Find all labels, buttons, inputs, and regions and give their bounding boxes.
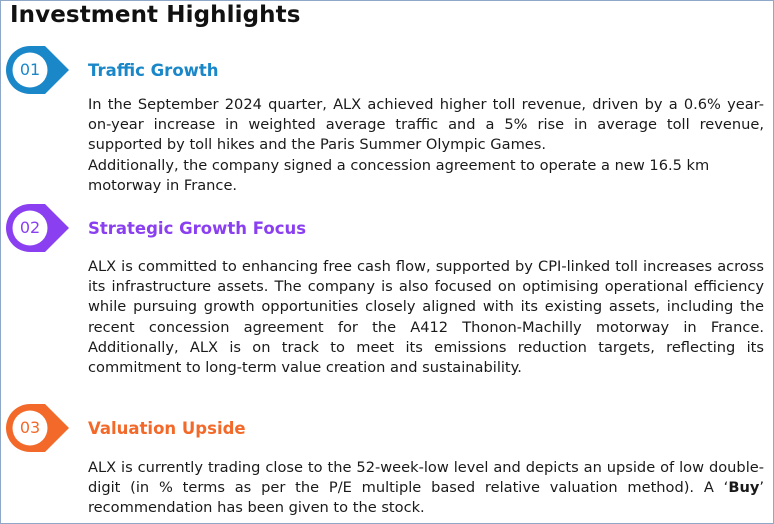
page-title: Investment Highlights bbox=[10, 2, 301, 28]
section-3-paragraph bbox=[88, 458, 764, 519]
buy-recommendation: Buy bbox=[728, 479, 760, 497]
section-2-heading: Strategic Growth Focus bbox=[88, 219, 307, 238]
section-3-number: 03 bbox=[19, 418, 41, 437]
section-3-body bbox=[88, 458, 764, 519]
section-1-badge bbox=[3, 43, 71, 97]
section-2-badge bbox=[3, 201, 71, 255]
section-2-number: 02 bbox=[19, 218, 41, 237]
section-1-paragraph: Additionally, the company signed a concession agreement to operate a new 16.5 km motorway in France. bbox=[88, 156, 710, 194]
section-2-body bbox=[88, 257, 764, 378]
section-3-badge bbox=[3, 401, 71, 455]
section-1-paragraph: In the September 2024 quarter, ALX achieved higher toll revenue, driven by a 0.6% year-on-year increase in weighted average traffic and a 5% rise in average toll revenue, supported by toll hikes and the Paris Summer Olympic Games. bbox=[88, 96, 764, 154]
section-3-heading: Valuation Upside bbox=[88, 419, 246, 438]
section-1-heading: Traffic Growth bbox=[88, 61, 219, 80]
section-1-body bbox=[88, 95, 764, 196]
section-1-number: 01 bbox=[19, 60, 41, 79]
section-3-text-start: ALX is currently trading close to the 52-week-low level and depicts an upside of low double-digit (in % terms as per the P/E multiple based relative valuation method). A ‘ bbox=[88, 459, 764, 497]
section-2-paragraph: ALX is committed to enhancing free cash flow, supported by CPI-linked toll increases across its infrastructure assets. The company is also focused on optimising operational efficiency while pursuing growth opportunities closely aligned with its existing assets, including the recent concession agreement for the A412 Thonon-Machilly motorway in France. Additionally, ALX is on track to meet its emissions reduction targets, reflecting its commitment to long-term value creation and sustainability. bbox=[88, 258, 764, 377]
section-3-text-end: ’ recommendation has been given to the stock. bbox=[88, 479, 764, 517]
